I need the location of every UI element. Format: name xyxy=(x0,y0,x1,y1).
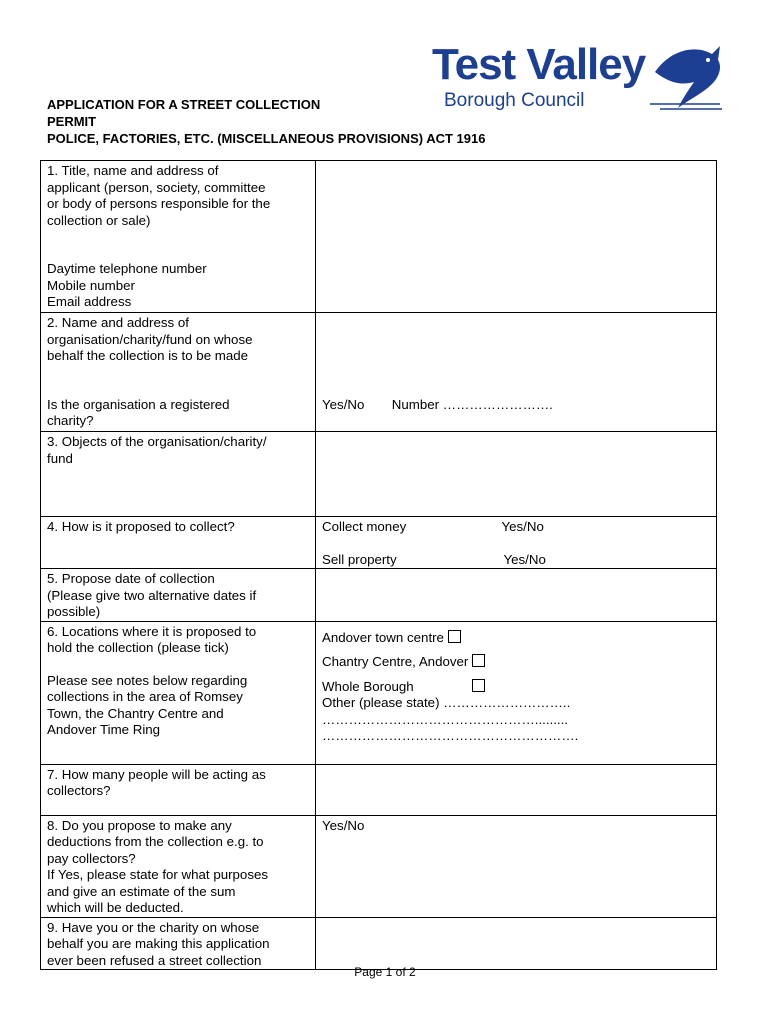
text-line: hold the collection (please tick) xyxy=(47,640,229,655)
option-whole-borough: Whole Borough xyxy=(322,678,414,694)
question-1-answer-field[interactable] xyxy=(316,161,717,313)
text-line: organisation/charity/fund on whose xyxy=(47,331,253,347)
table-row xyxy=(41,621,717,764)
text-line: pay collectors? xyxy=(47,850,136,866)
collect-money-yesno[interactable]: Yes/No xyxy=(501,519,544,534)
other-location-field[interactable]: Other (please state) ……………………….. xyxy=(322,695,571,710)
page-number: Page 1 of 2 xyxy=(354,965,416,979)
text-line: Mobile number xyxy=(47,277,135,293)
table-row xyxy=(41,161,717,313)
question-7-label xyxy=(41,764,316,815)
table-row xyxy=(41,517,717,569)
text-line: Email address xyxy=(47,294,132,309)
question-5-label xyxy=(41,569,316,622)
text-line: 4. How is it proposed to collect? xyxy=(47,519,235,534)
table-row xyxy=(41,313,717,432)
text-line: Is the organisation a registered xyxy=(47,396,230,412)
text-line: behalf you are making this application xyxy=(47,936,270,951)
text-line: ever been refused a street collection xyxy=(47,952,262,968)
heading-line-1: APPLICATION FOR A STREET COLLECTION xyxy=(47,97,321,112)
table-row xyxy=(41,432,717,517)
text-line: fund xyxy=(47,450,73,466)
other-location-line-2[interactable]: …………………………………………......... xyxy=(322,711,568,727)
chantry-centre-checkbox[interactable] xyxy=(472,654,485,667)
option-chantry-centre: Chantry Centre, Andover xyxy=(322,654,469,669)
question-3-answer-field[interactable] xyxy=(316,432,717,517)
form-heading xyxy=(47,96,485,147)
text-line: behalf the collection is to be made xyxy=(47,348,249,363)
andover-town-centre-checkbox[interactable] xyxy=(448,630,461,643)
heading-line-2: PERMIT xyxy=(47,114,97,129)
table-row xyxy=(41,569,717,622)
text-line: applicant (person, society, committee xyxy=(47,179,266,195)
whole-borough-checkbox[interactable] xyxy=(472,679,485,692)
question-9-label xyxy=(41,917,316,970)
logo-subtitle: Borough Council xyxy=(444,90,585,111)
heading-line-3: POLICE, FACTORIES, ETC. (MISCELLANEOUS PROVISIONS) ACT 1916 xyxy=(47,131,486,146)
question-1-label xyxy=(41,161,316,313)
question-2-label xyxy=(41,313,316,432)
collect-money-label: Collect money xyxy=(322,519,407,534)
text-line: Please see notes below regarding xyxy=(47,672,248,688)
text-line: 2. Name and address of xyxy=(47,315,189,330)
text-line: 3. Objects of the organisation/charity/ xyxy=(47,434,267,449)
table-row xyxy=(41,764,717,815)
text-line: 6. Locations where it is proposed to xyxy=(47,623,257,639)
text-line: If Yes, please state for what purposes xyxy=(47,867,269,882)
question-3-label xyxy=(41,432,316,517)
option-andover-town-centre: Andover town centre xyxy=(322,629,444,645)
application-form-table xyxy=(40,160,717,970)
text-line: 9. Have you or the charity on whose xyxy=(47,919,260,935)
other-location-line-3[interactable]: …………………………………………………. xyxy=(322,728,579,743)
text-line: 1. Title, name and address of xyxy=(47,163,219,178)
deductions-yesno[interactable]: Yes/No xyxy=(322,817,365,833)
charity-yesno[interactable]: Yes/No xyxy=(322,397,365,412)
question-8-answer-field[interactable] xyxy=(316,815,717,917)
question-9-answer-field[interactable] xyxy=(316,917,717,970)
text-line: collection or sale) xyxy=(47,212,151,228)
table-row xyxy=(41,815,717,917)
question-6-answer-field xyxy=(316,621,717,764)
text-line: charity? xyxy=(47,413,94,428)
sell-property-label: Sell property xyxy=(322,551,397,567)
text-line: 8. Do you propose to make any xyxy=(47,817,232,833)
charity-number-field[interactable]: Number ……………………. xyxy=(391,397,553,412)
text-line: which will be deducted. xyxy=(47,900,184,915)
text-line: collectors? xyxy=(47,783,111,798)
text-line: Andover Time Ring xyxy=(47,722,161,737)
text-line: possible) xyxy=(47,604,101,619)
question-8-label xyxy=(41,815,316,917)
text-line: 5. Propose date of collection xyxy=(47,571,215,586)
question-7-answer-field[interactable] xyxy=(316,764,717,815)
text-line: Daytime telephone number xyxy=(47,261,207,276)
question-4-answer-field xyxy=(316,517,717,569)
text-line: Town, the Chantry Centre and xyxy=(47,705,224,721)
question-6-label xyxy=(41,621,316,764)
logo-title: Test Valley xyxy=(432,40,646,89)
text-line: (Please give two alternative dates if xyxy=(47,587,257,603)
sell-property-yesno[interactable]: Yes/No xyxy=(503,551,546,567)
text-line: 7. How many people will be acting as xyxy=(47,766,266,782)
text-line: collections in the area of Romsey xyxy=(47,689,243,704)
text-line: deductions from the collection e.g. to xyxy=(47,834,264,849)
question-5-answer-field[interactable] xyxy=(316,569,717,622)
table-row xyxy=(41,917,717,970)
fish-icon xyxy=(650,42,725,112)
text-line: or body of persons responsible for the xyxy=(47,196,271,211)
question-4-label xyxy=(41,517,316,569)
question-2-answer-field[interactable] xyxy=(316,313,717,432)
text-line: and give an estimate of the sum xyxy=(47,883,236,899)
